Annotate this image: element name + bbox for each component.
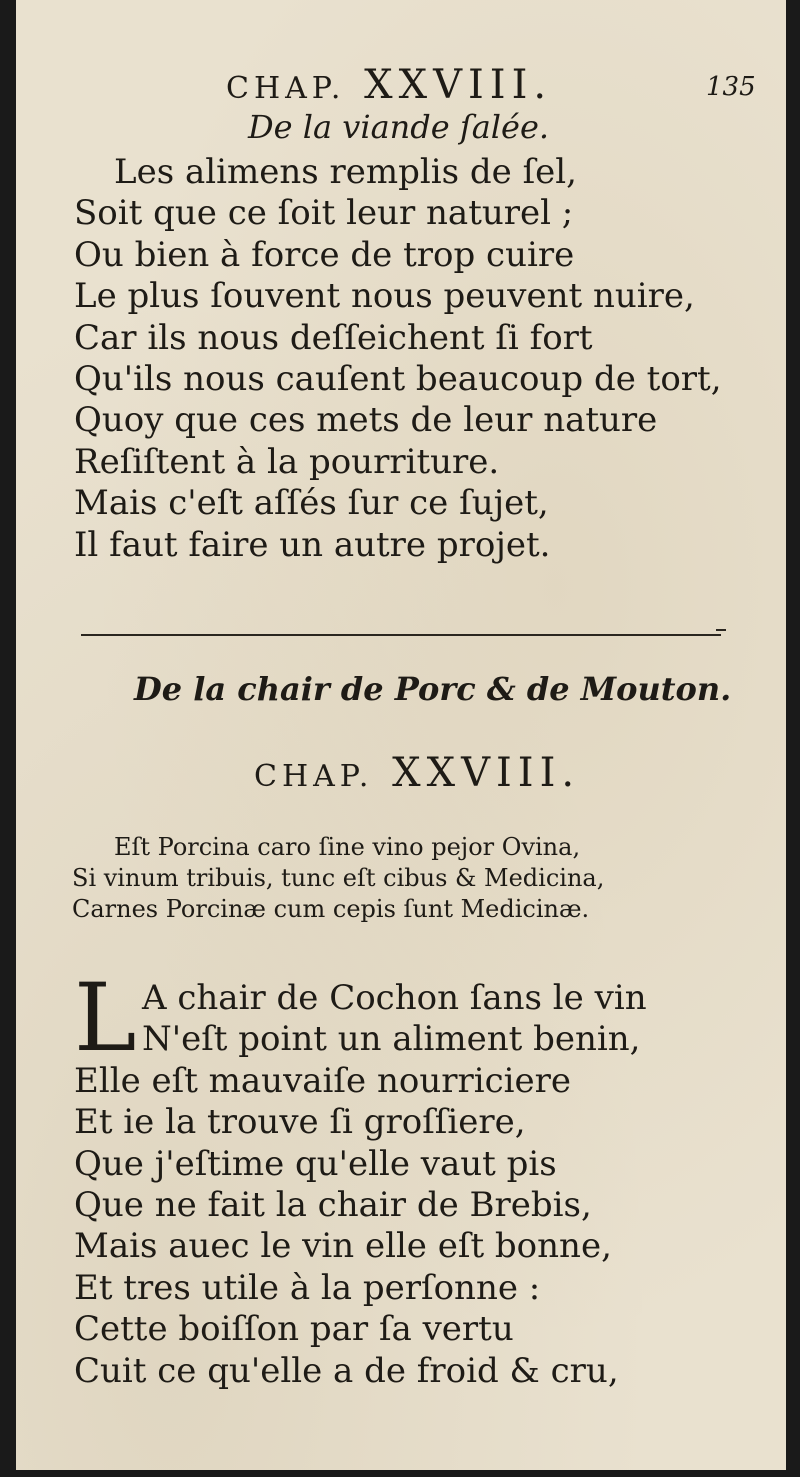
verse-line: Soit que ce ſoit leur naturel ;: [74, 193, 574, 234]
drop-cap: L: [74, 964, 137, 1073]
verse-line: Mais auec le vin elle eſt bonne,: [74, 1226, 612, 1267]
verse-line: Que j'eſtime qu'elle vaut pis: [74, 1143, 557, 1184]
verse-line: Et ie la trouve ſi groſſiere,: [74, 1102, 526, 1143]
verse-line: Il faut faire un autre projet.: [74, 524, 551, 565]
verse-line: Elle eſt mauvaiſe nourriciere: [74, 1060, 572, 1101]
latin-line: Carnes Porcinæ cum cepis ſunt Medicinæ.: [72, 895, 590, 923]
chapter-heading: [254, 750, 580, 796]
verse-line: Les alimens remplis de ſel,: [114, 152, 577, 192]
verse-line: Ou bien à force de trop cuire: [74, 234, 575, 275]
latin-line: Eſt Porcina caro ſine vino pejor Ovina,: [114, 833, 581, 861]
verse-block-pork: [74, 978, 647, 1392]
chapter-prefix: CHAP.: [254, 759, 374, 794]
chapter-prefix: CHAP.: [226, 71, 346, 106]
verse-line: Cette boiſſon par ſa vertu: [74, 1309, 514, 1350]
verse-line: Et tres utile à la perſonne :: [74, 1267, 541, 1308]
book-page: [16, 0, 786, 1470]
verse-line: Le plus ſouvent nous peuvent nuire,: [74, 276, 695, 317]
latin-epigraph: [72, 832, 604, 925]
chapter-subtitle: De la viande ſalée.: [248, 108, 550, 146]
verse-line: A chair de Cochon ſans le vin: [142, 978, 647, 1018]
verse-line: Car ils nous deſſeichent ſi fort: [74, 317, 593, 358]
verse-line: Mais c'eſt aſſés ſur ce ſujet,: [74, 483, 549, 524]
divider-flourish: [716, 629, 726, 641]
verse-line: Cuit ce qu'elle a de froid & cru,: [74, 1350, 619, 1391]
page-number: 135: [706, 72, 756, 102]
verse-line: N'eſt point un aliment benin,: [142, 1019, 641, 1060]
verse-line: Reſiſtent à la pourriture.: [74, 441, 500, 482]
running-head-chapter: [226, 62, 552, 108]
section-divider-rule: [81, 634, 721, 636]
latin-line: Si vinum tribuis, tunc eſt cibus & Medicina,: [72, 864, 605, 892]
verse-block-salted-meat: [74, 152, 722, 566]
verse-line: Qu'ils nous cauſent beaucoup de tort,: [74, 359, 722, 400]
chapter-number: XXVIII.: [364, 62, 553, 108]
verse-line: Que ne fait la chair de Brebis,: [74, 1185, 592, 1226]
chapter-number: XXVIII.: [392, 750, 581, 796]
verse-line: Quoy que ces mets de leur nature: [74, 400, 658, 441]
section-heading: De la chair de Porc & de Mouton.: [134, 670, 732, 708]
